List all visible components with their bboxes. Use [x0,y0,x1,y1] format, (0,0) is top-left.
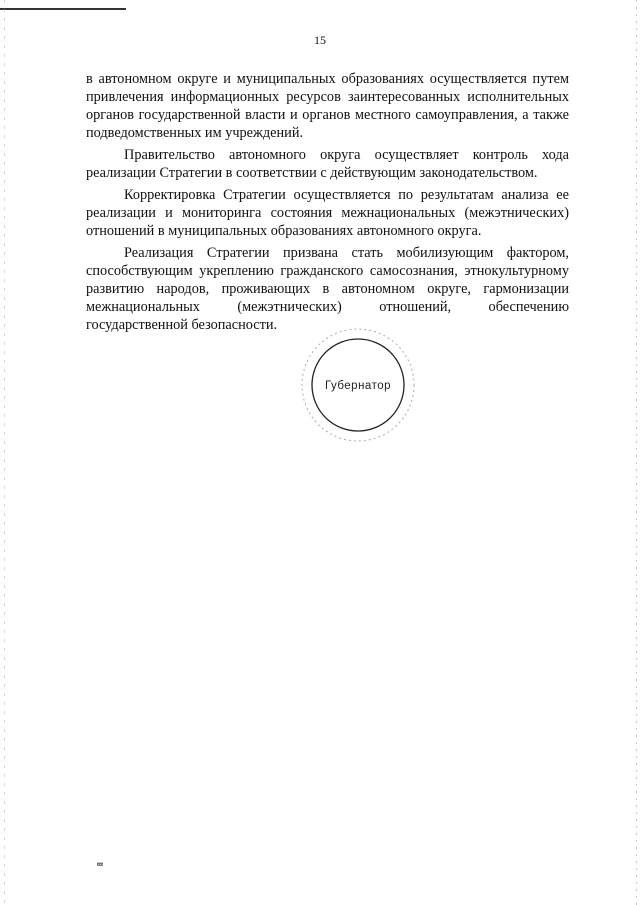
scan-edge-right [636,0,637,905]
paragraph-1: в автономном округе и муниципальных образованиях осуществляется путем привлечения информационных ресурсов заинтересованных исполнительных органов государственной власти и органов местного самоуправления, а также подведомственных им учреждений. [86,71,569,141]
paragraph-3: Корректировка Стратегии осуществляется по результатам анализа ее реализации и мониторинга состояния межнациональных (межэтнических) отношений в муниципальных образованиях автономного округа. [86,187,569,239]
body-text [86,70,569,338]
footer-code: ttt [97,862,103,868]
top-rule [0,8,126,10]
page-number: 15 [314,33,326,47]
governor-stamp [298,325,418,445]
paragraph-2: Правительство автономного округа осуществляет контроль хода реализации Стратегии в соответствии с действующим законодательством. [86,147,569,181]
scan-edge-left [4,0,5,905]
paragraph-4: Реализация Стратегии призвана стать мобилизующим фактором, способствующим укреплению гражданского самосознания, этнокультурному развитию народов, проживающих в автономном округе, гармонизации межнациональных (межэтнических) отношений, обеспечению государственной безопасности. [86,245,569,333]
stamp-label: Губернатор [324,380,392,392]
